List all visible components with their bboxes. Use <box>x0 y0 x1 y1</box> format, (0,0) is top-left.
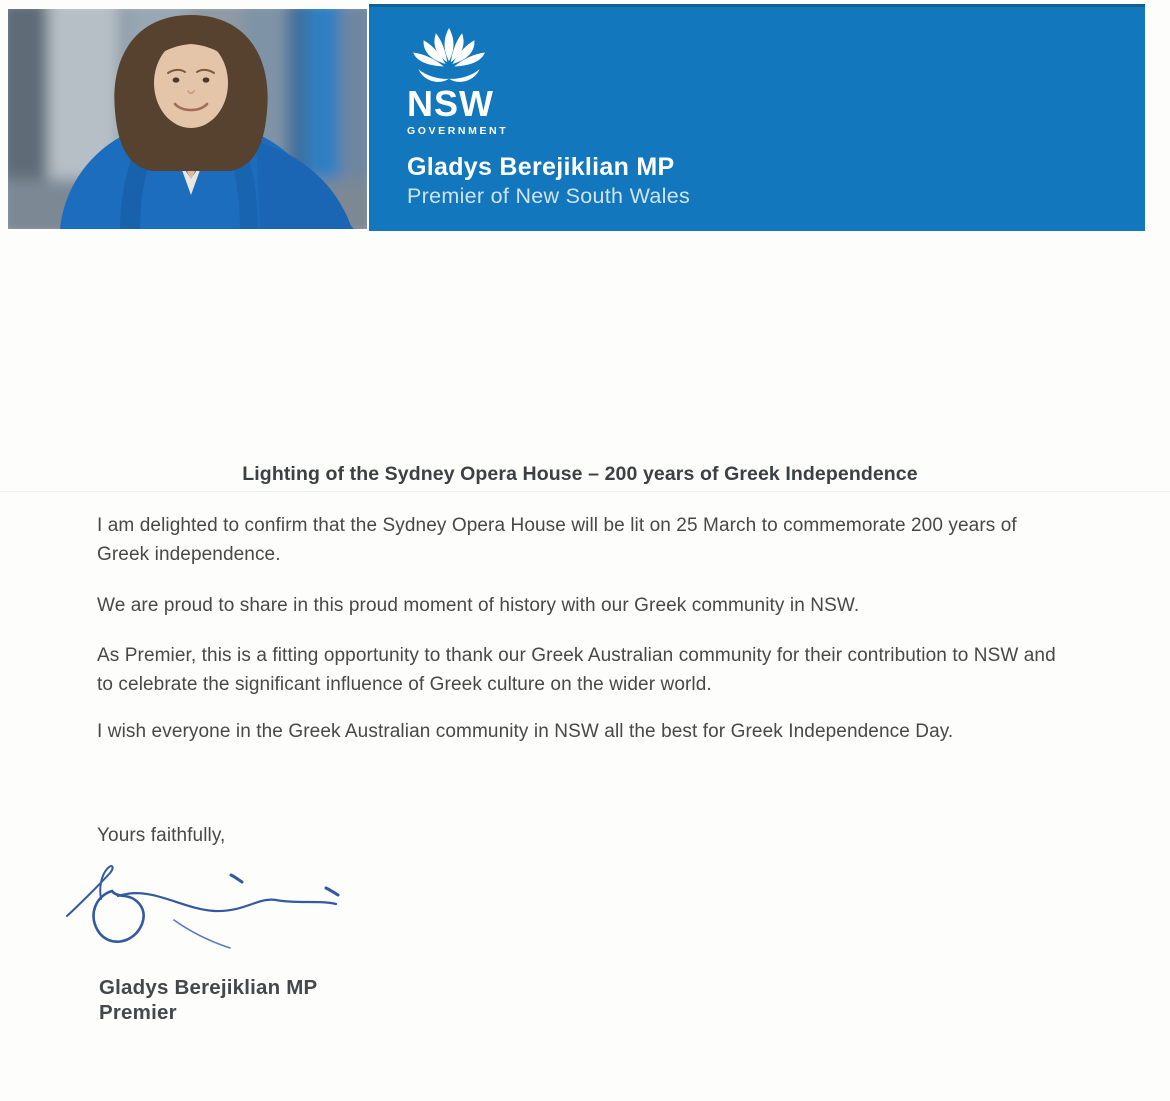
letter-subject: Lighting of the Sydney Opera House – 200 years of Greek Independence <box>242 463 918 485</box>
letter-paragraph: As Premier, this is a fitting opportunity to thank our Greek Australian community for their contribution to NSW and to celebrate the significant influence of Greek culture on the wider world. <box>97 645 1056 695</box>
letter-paragraph: We are proud to share in this proud moment of history with our Greek community in NSW. <box>97 595 860 616</box>
handwritten-signature <box>52 856 358 964</box>
official-name: Gladys Berejiklian MP <box>407 153 675 181</box>
official-role: Premier of New South Wales <box>407 183 691 208</box>
letter-paragraph: I wish everyone in the Greek Australian community in NSW all the best for Greek Independence Day. <box>97 721 954 742</box>
letter-paragraph: I am delighted to confirm that the Sydney Opera House will be lit on 25 March to commemorate 200 years of Greek independence. <box>97 515 1017 565</box>
nsw-waratah-logo-icon <box>407 27 491 85</box>
scan-artifact-line <box>0 491 1170 492</box>
signer-name: Gladys Berejiklian MP <box>99 976 318 999</box>
valediction: Yours faithfully, <box>97 825 226 846</box>
premier-portrait-photo <box>8 9 367 229</box>
signoff-block <box>99 975 317 1025</box>
logo-org-text: NSW <box>407 83 494 124</box>
portrait-illustration <box>8 9 367 229</box>
logo-dept-text: GOVERNMENT <box>407 125 509 137</box>
nsw-banner <box>369 4 1145 231</box>
nsw-government-logo <box>407 27 508 137</box>
official-block <box>407 153 690 209</box>
signer-title: Premier <box>99 1001 177 1024</box>
